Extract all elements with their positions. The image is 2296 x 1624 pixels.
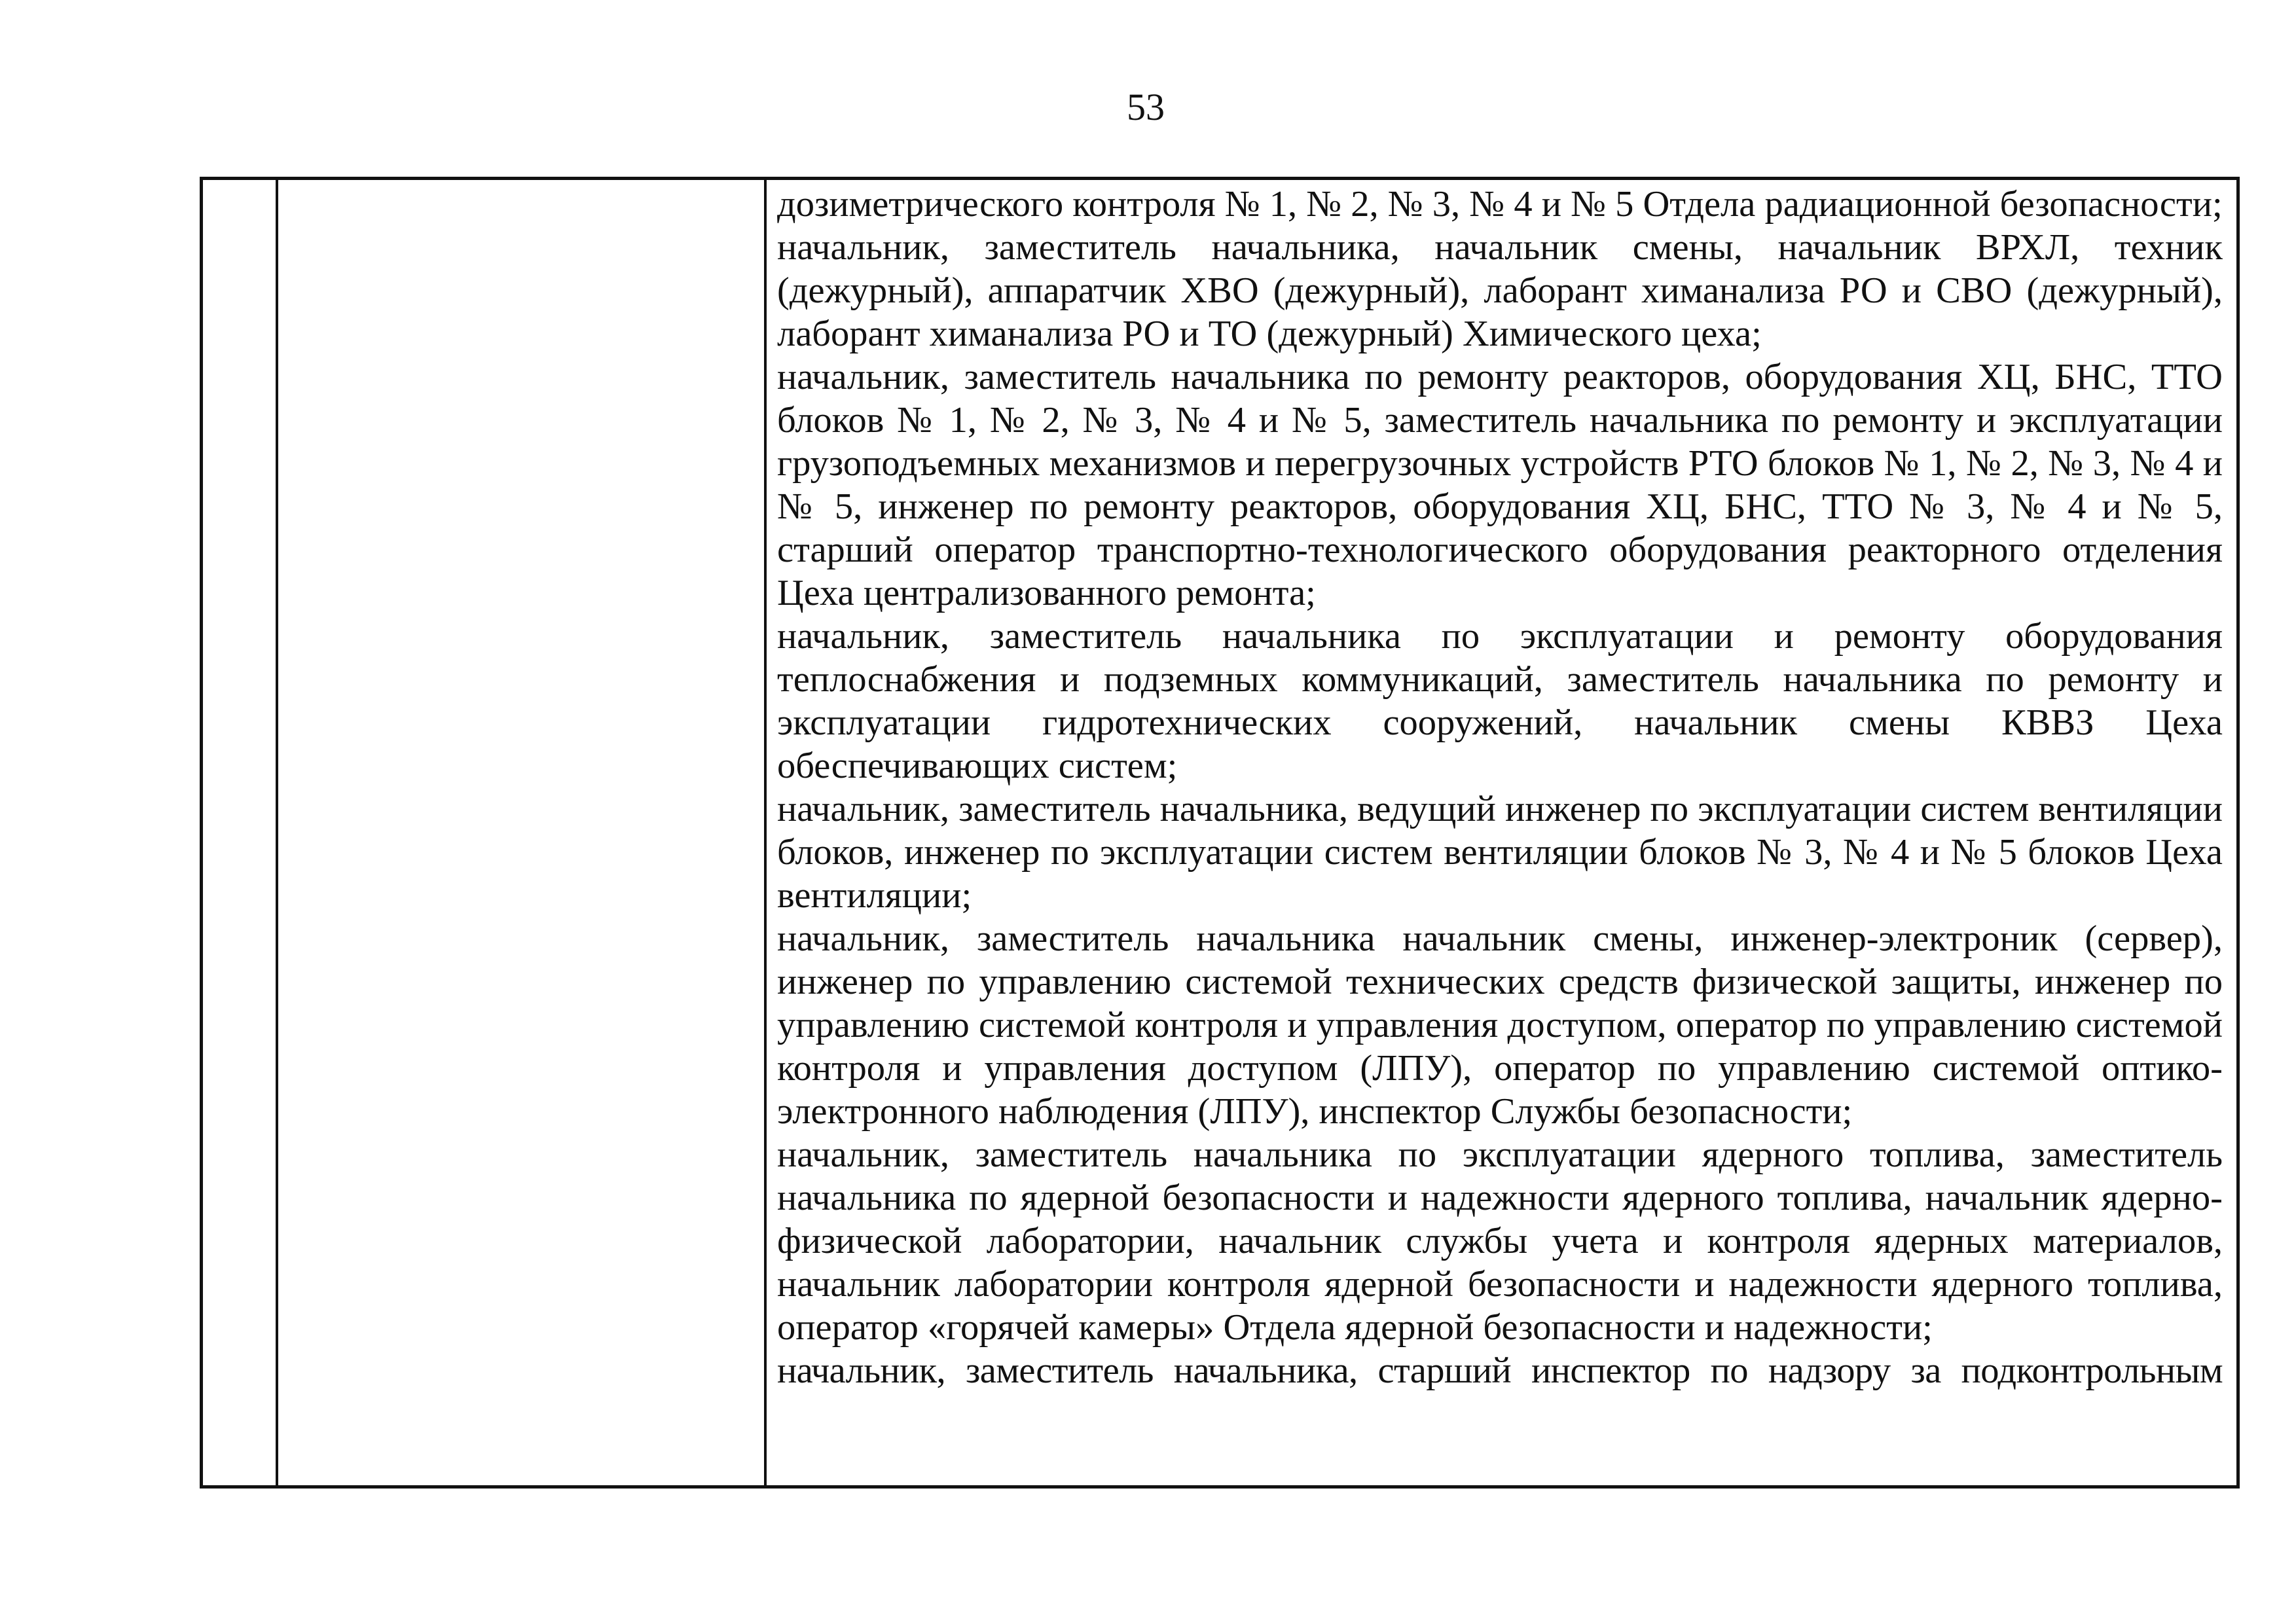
positions-list-cell	[777, 183, 2223, 1485]
list-item: дозиметрического контроля № 1, № 2, № 3, № 4 и № 5 Отдела радиационной безопасности;	[777, 184, 2223, 225]
list-item: начальник, заместитель начальника, старший инспектор по надзору за подконтрольным	[777, 1350, 2223, 1391]
list-item: начальник, заместитель начальника по эксплуатации ядерного топлива, заместитель начальника по ядерной безопасности и надежности ядерного топлива, начальник ядерно-физической лаборатории, начальник службы учета и контроля ядерных материалов, начальник лаборатории контроля ядерной безопасности и надежности ядерного топлива, оператор «горячей камеры» Отдела ядерной безопасности и надежности;	[777, 1134, 2223, 1348]
column-divider-2	[764, 180, 767, 1485]
column-divider-1	[276, 180, 278, 1485]
list-item: начальник, заместитель начальника по ремонту реакторов, оборудования ХЦ, БНС, ТТО блоков № 1, № 2, № 3, № 4 и № 5, заместитель начальника по ремонту и эксплуатации грузоподъемных механизмов и перегрузочных устройств РТО блоков № 1, № 2, № 3, № 4 и № 5, инженер по ремонту реакторов, оборудования ХЦ, БНС, ТТО № 3, № 4 и № 5, старший оператор транспортно-технологического оборудования реакторного отделения Цеха централизованного ремонта;	[777, 357, 2223, 613]
page-number: 53	[1127, 86, 1165, 128]
list-item: начальник, заместитель начальника, ведущий инженер по эксплуатации систем вентиляции блоков, инженер по эксплуатации систем вентиляции блоков № 3, № 4 и № 5 блоков Цеха вентиляции;	[777, 789, 2223, 916]
list-item: начальник, заместитель начальника начальник смены, инженер-электроник (сервер), инженер по управлению системой технических средств физической защиты, инженер по управлению системой контроля и управления доступом, оператор по управлению системой контроля и управления доступом (ЛПУ), оператор по управлению системой оптико-электронного наблюдения (ЛПУ), инспектор Службы безопасности;	[777, 918, 2223, 1132]
list-item: начальник, заместитель начальника по эксплуатации и ремонту оборудования теплоснабжения и подземных коммуникаций, заместитель начальника по ремонту и эксплуатации гидротехнических сооружений, начальник смены КВВЗ Цеха обеспечивающих систем;	[777, 616, 2223, 786]
list-item: начальник, заместитель начальника, начальник смены, начальник ВРХЛ, техник (дежурный), аппаратчик ХВО (дежурный), лаборант химанализа РО и СВО (дежурный), лаборант химанализа РО и ТО (дежурный) Химического цеха;	[777, 227, 2223, 354]
document-table	[200, 177, 2240, 1489]
